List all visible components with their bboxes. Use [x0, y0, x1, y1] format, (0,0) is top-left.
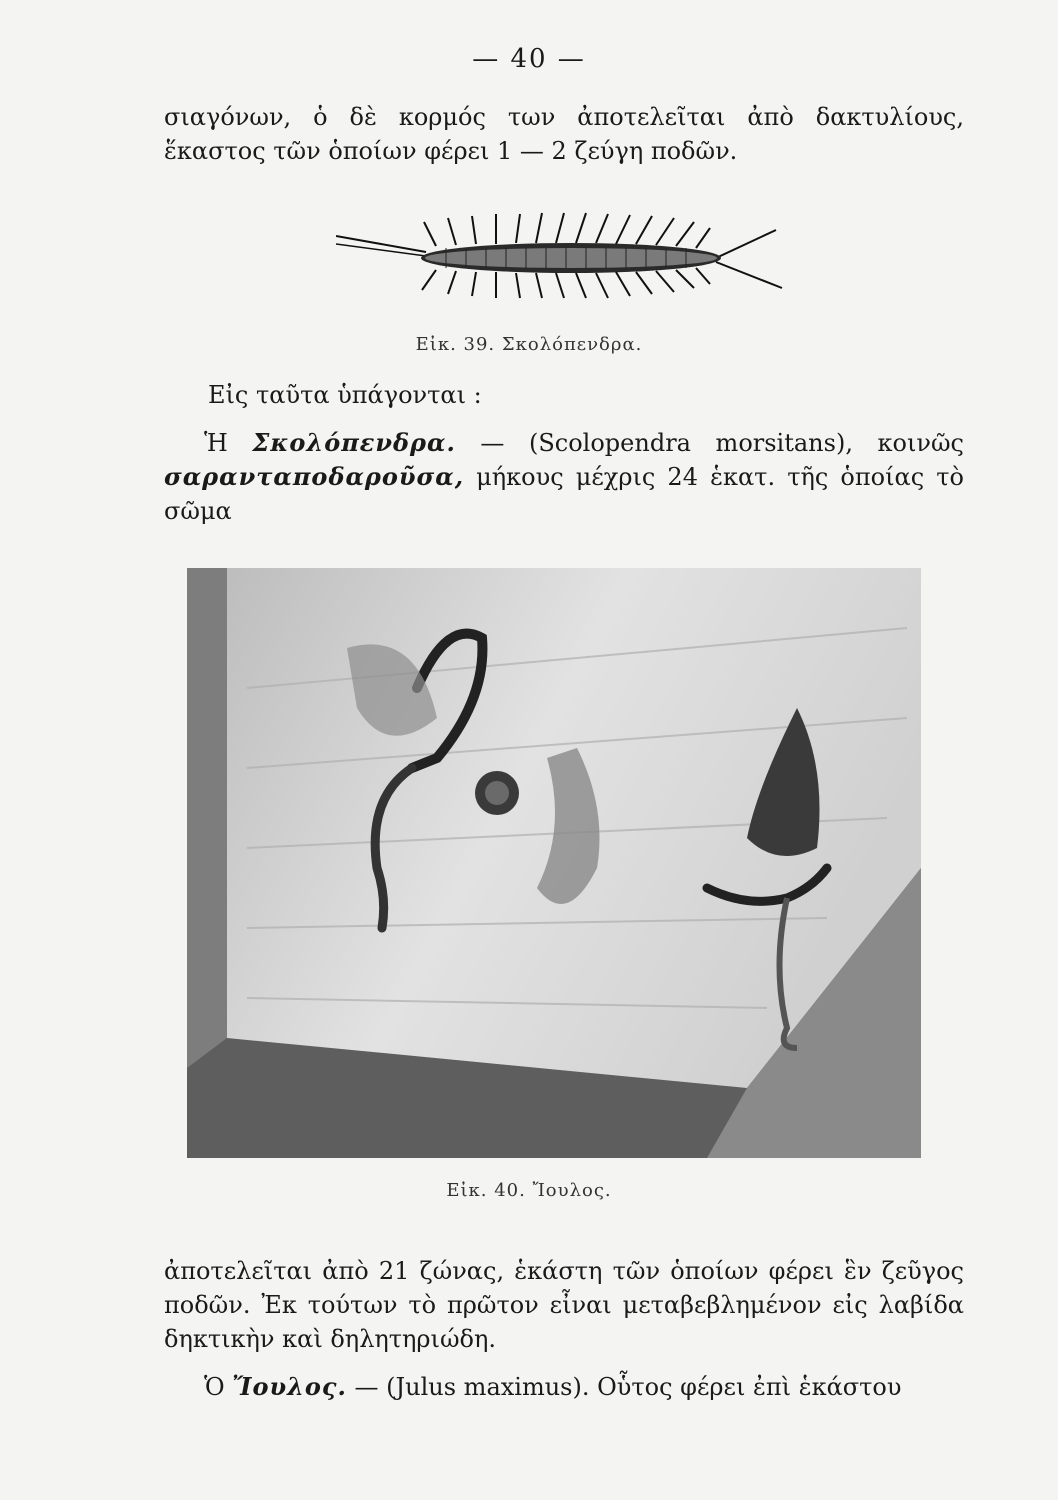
figure-39-caption: Εἰκ. 39. Σκολόπενδρα.	[415, 334, 643, 355]
paragraph-4-text: — (Julus maximus). Οὗτος φέρει ἐπὶ ἑκάστου	[346, 1373, 902, 1401]
term-scolopendra: Σκολόπενδρα.	[252, 428, 456, 457]
julus-photograph-icon	[187, 568, 921, 1158]
paragraph-3: ἀποτελεῖται ἀπὸ 21 ζώνας, ἑκάστη τῶν ὁποίων φέρει ἓν ζεῦγος ποδῶν. Ἐκ τούτων τὸ πρῶτον εἶναι μεταβεβλημένον εἰς λαβίδα δηκτικὴν καὶ δηλητηριώδη.	[164, 1257, 964, 1353]
page-number: — 40 —	[472, 44, 586, 74]
paragraph-2-article: Ἡ	[204, 429, 228, 457]
figure-40-caption: Εἰκ. 40. Ἴουλος.	[446, 1180, 612, 1201]
paragraph-4-article: Ὁ	[204, 1373, 225, 1401]
common-name: σαρανταποδαροῦσα,	[164, 462, 465, 491]
paragraph-2-text-b: μήκους μέχρις 24 ἑκατ. τῆς ὁποίας τὸ σῶμα	[164, 463, 964, 525]
paragraph-4	[164, 1370, 964, 1404]
centipede-illustration-icon	[336, 210, 784, 300]
term-julus: Ἴουλος.	[232, 1372, 347, 1401]
paragraph-1: σιαγόνων, ὁ δὲ κορμός των ἀποτελεῖται ἀπὸ δακτυλίους, ἕκαστος τῶν ὁποίων φέρει 1 — 2 ζεύγη ποδῶν.	[164, 103, 964, 165]
paragraph-2	[164, 426, 964, 528]
paragraph-2-text-a: — (Scolopendra morsitans), κοινῶς	[455, 429, 964, 457]
intro-line: Εἰς ταῦτα ὑπάγονται :	[208, 381, 482, 409]
